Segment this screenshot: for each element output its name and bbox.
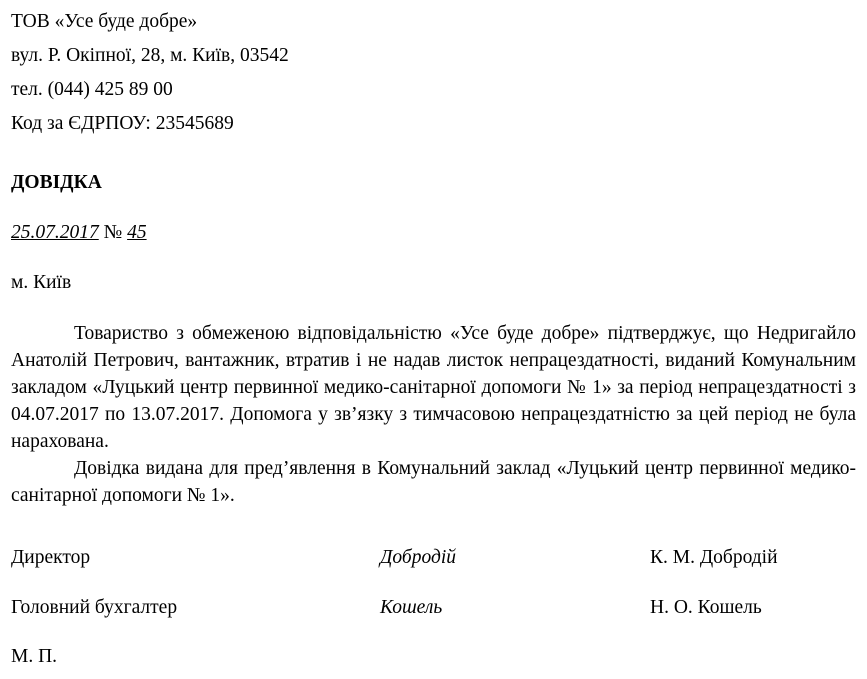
stamp-place: М. П. [11,646,58,667]
signature-row-director [11,547,856,571]
company-edrpou: Код за ЄДРПОУ: 23545689 [11,113,234,134]
document-body [11,320,856,509]
company-address: вул. Р. Окіпної, 28, м. Київ, 03542 [11,45,289,66]
document-date: 25.07.2017 [11,222,99,243]
signatory-name: К. М. Добродій [650,547,778,568]
signatory-name: Н. О. Кошель [650,597,762,618]
signature-row-accountant [11,597,856,621]
company-name: ТОВ «Усе буде добре» [11,11,198,32]
number-sign: № [103,222,123,243]
body-paragraph-2: Довідка видана для пред’явлення в Комунальний заклад «Луцький центр первинної медико-санітарної допомоги № 1». [11,458,856,506]
handwritten-signature: Кошель [380,597,443,618]
signature-position: Головний бухгалтер [11,597,178,618]
document-title: ДОВІДКА [11,172,102,193]
company-phone: тел. (044) 425 89 00 [11,79,173,100]
signature-position: Директор [11,547,91,568]
document-number: 45 [127,222,147,243]
handwritten-signature: Добродій [380,547,456,568]
document-city: м. Київ [11,272,72,293]
date-number-line [11,223,147,243]
body-paragraph-1: Товариство з обмеженою відповідальністю «Усе буде добре» підтверджує, що Недригайло Анатолій Петрович, вантажник, втратив і не надав листок непрацездатності, виданий Комунальним закладом «Луцький центр первинної медико-санітарної допомоги № 1» за період непрацездатності з 04.07.2017 по 13.07.2017. Допомога у зв’язку з тимчасовою непрацездатністю за цей період не була нарахована. [11,323,856,452]
